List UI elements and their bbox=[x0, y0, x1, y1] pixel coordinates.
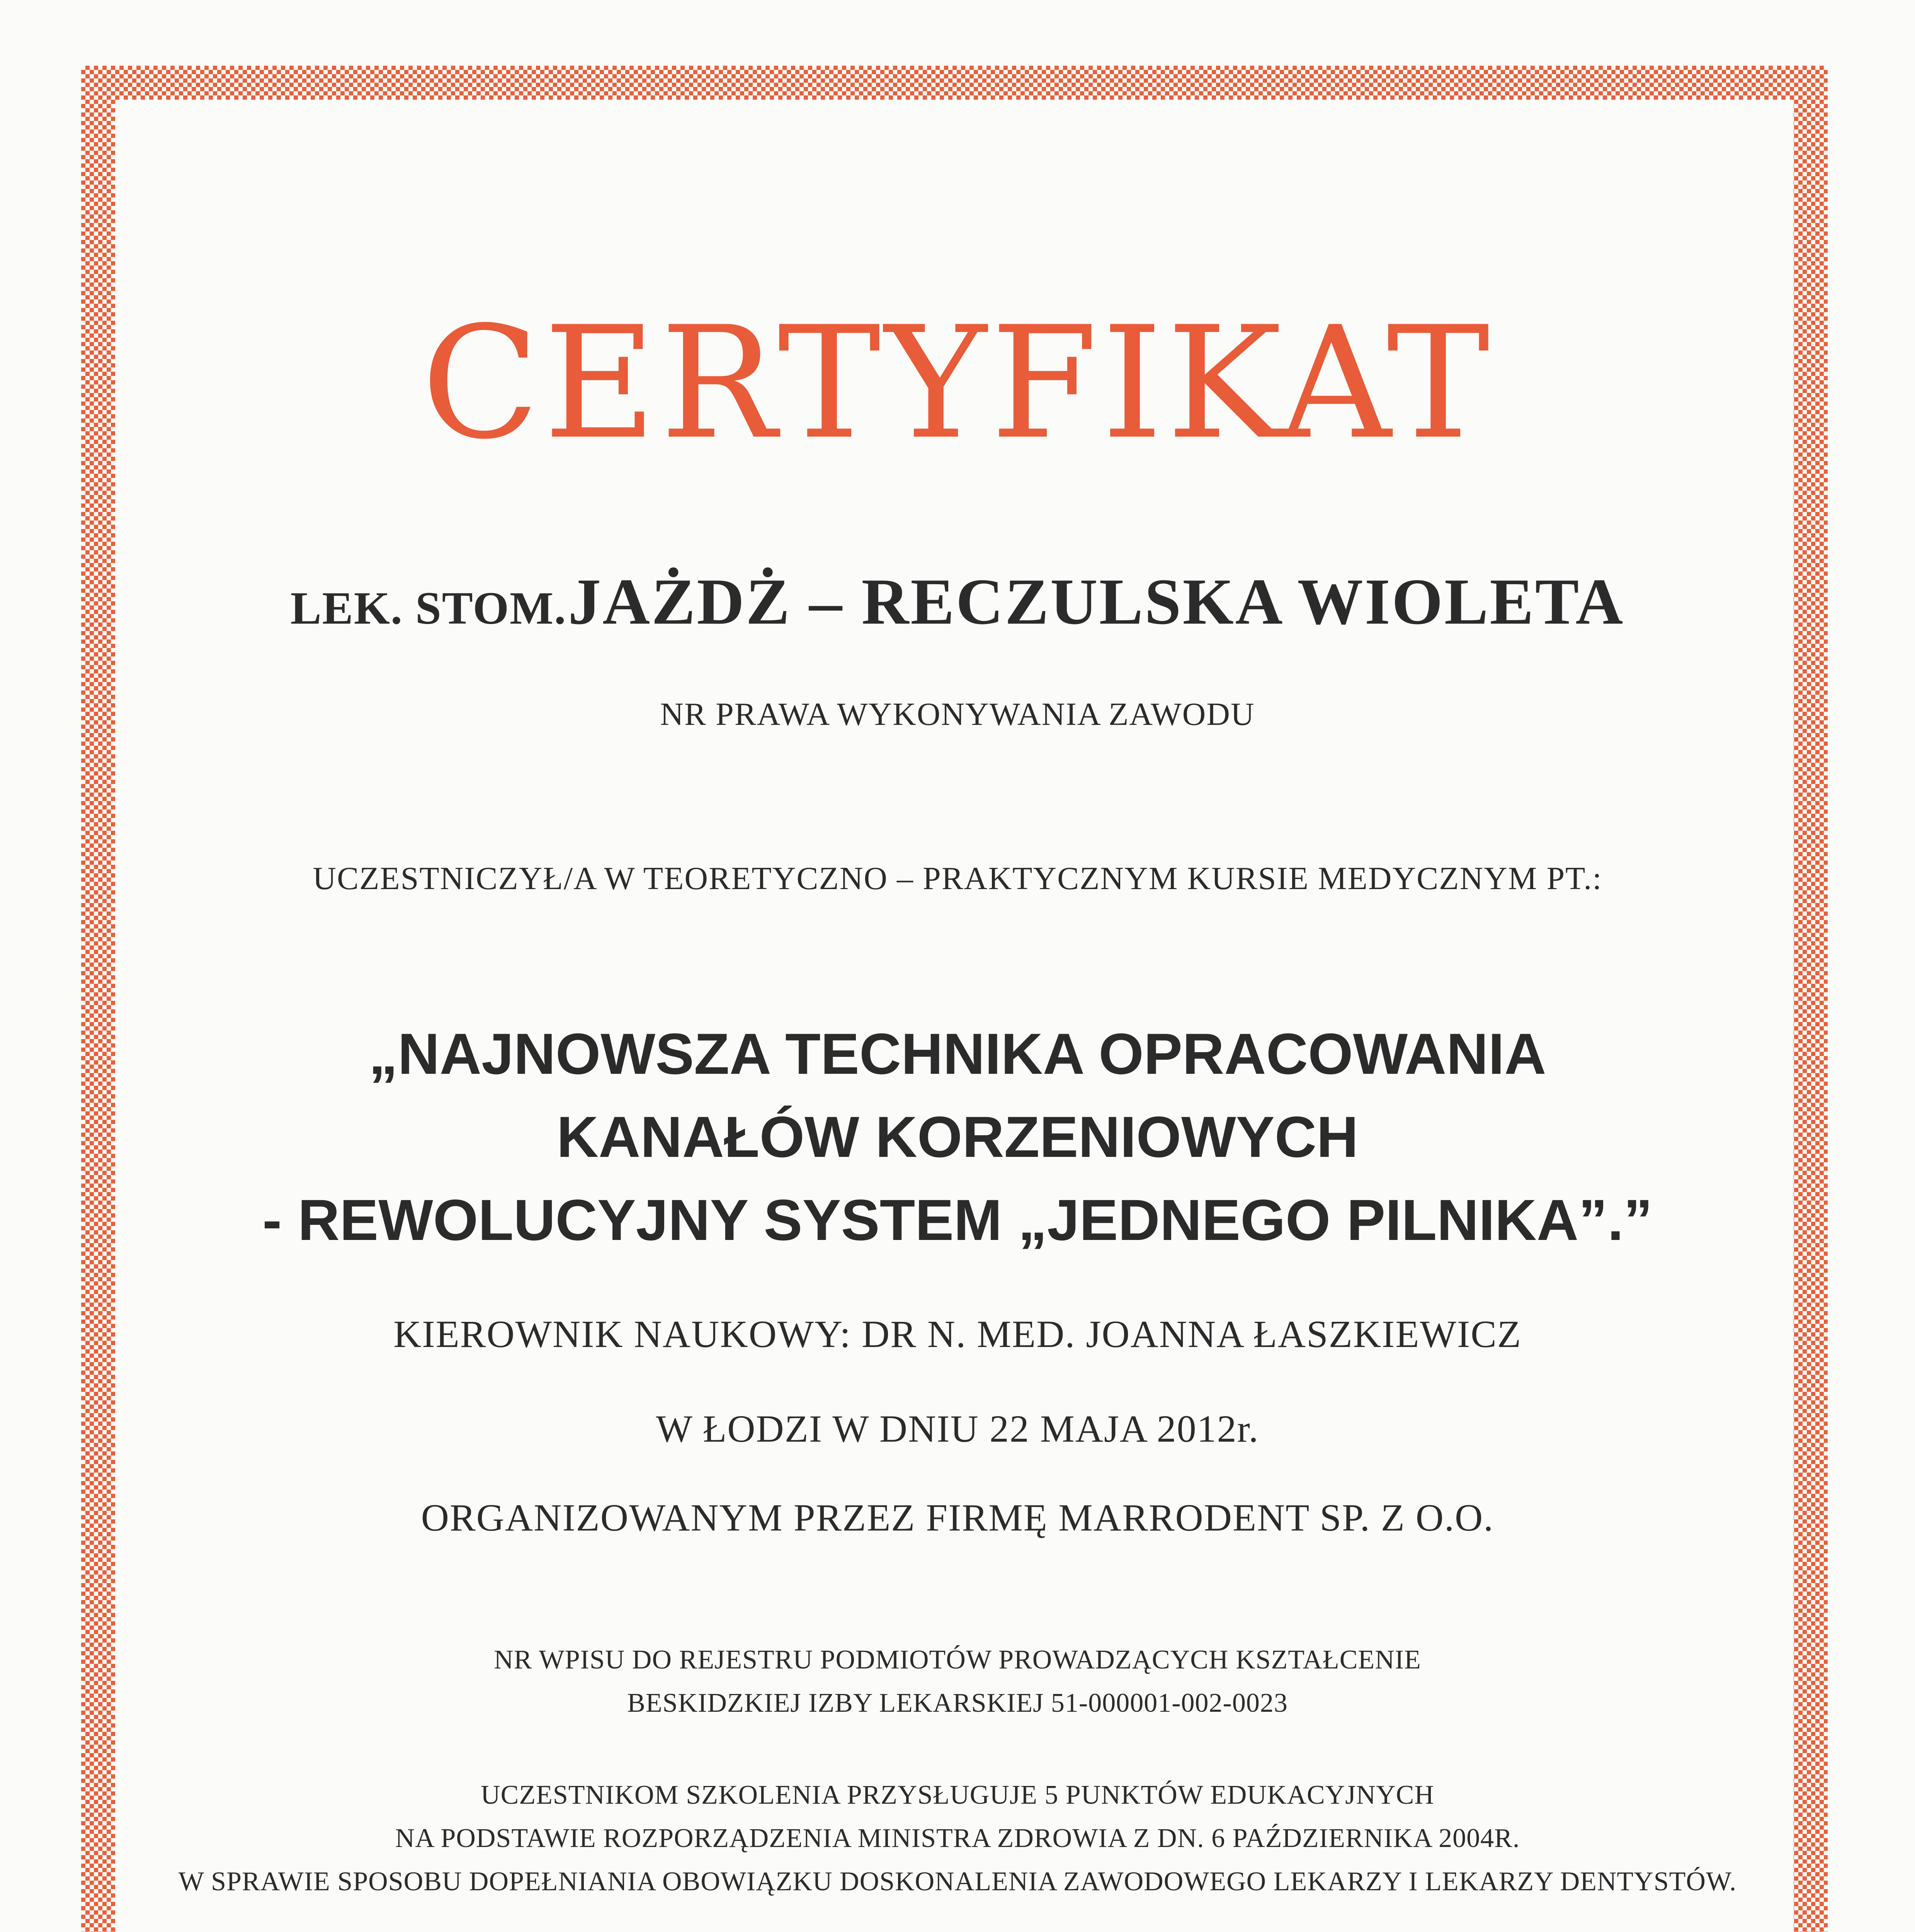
course-title-line-2: KANAŁÓW KORZENIOWYCH bbox=[556, 1104, 1359, 1169]
license-label: NR PRAWA WYKONYWANIA ZAWODU bbox=[660, 696, 1255, 732]
points-line-1: UCZESTNIKOM SZKOLENIA PRZYSŁUGUJE 5 PUNKTÓW EDUKACYJNYCH bbox=[481, 1780, 1434, 1810]
recipient-prefix: LEK. STOM. bbox=[290, 582, 567, 634]
place-date: W ŁODZI W DNIU 22 MAJA 2012r. bbox=[656, 1407, 1259, 1450]
course-title bbox=[0, 1012, 1915, 1262]
participation-text: UCZESTNICZYŁ/A W TEORETYCZNO – PRAKTYCZNYM KURSIE MEDYCZNYM PT.: bbox=[313, 861, 1602, 896]
course-title-line-1: „NAJNOWSZA TECHNIKA OPRACOWANIA bbox=[369, 1021, 1546, 1086]
course-title-line-3: - REWOLUCYJNY SYSTEM „JEDNEGO PILNIKA”.” bbox=[262, 1187, 1653, 1252]
registry-line-1: NR WPISU DO REJESTRU PODMIOTÓW PROWADZĄCYCH KSZTAŁCENIE bbox=[494, 1645, 1421, 1675]
recipient-line bbox=[0, 564, 1915, 639]
certificate-title: CERTYFIKAT bbox=[421, 294, 1494, 473]
scientific-director: KIEROWNIK NAUKOWY: DR N. MED. JOANNA ŁASZKIEWICZ bbox=[393, 1313, 1522, 1355]
registry-line-2: BESKIDZKIEJ IZBY LEKARSKIEJ 51-000001-002-0023 bbox=[627, 1688, 1288, 1718]
points-line-2: NA PODSTAWIE ROZPORZĄDZENIA MINISTRA ZDROWIA Z DN. 6 PAŹDZIERNIKA 2004R. bbox=[395, 1823, 1520, 1853]
points-info bbox=[0, 1774, 1915, 1903]
recipient-name: JAŻDŻ – RECZULSKA WIOLETA bbox=[568, 565, 1625, 638]
registry-info bbox=[0, 1638, 1915, 1725]
organizer-text: ORGANIZOWANYM PRZEZ FIRMĘ MARRODENT SP. Z O.O. bbox=[421, 1496, 1494, 1539]
points-line-3: W SPRAWIE SPOSOBU DOPEŁNIANIA OBOWIĄZKU DOSKONALENIA ZAWODOWEGO LEKARZY I LEKARZY DENTYSTÓW. bbox=[178, 1867, 1737, 1896]
